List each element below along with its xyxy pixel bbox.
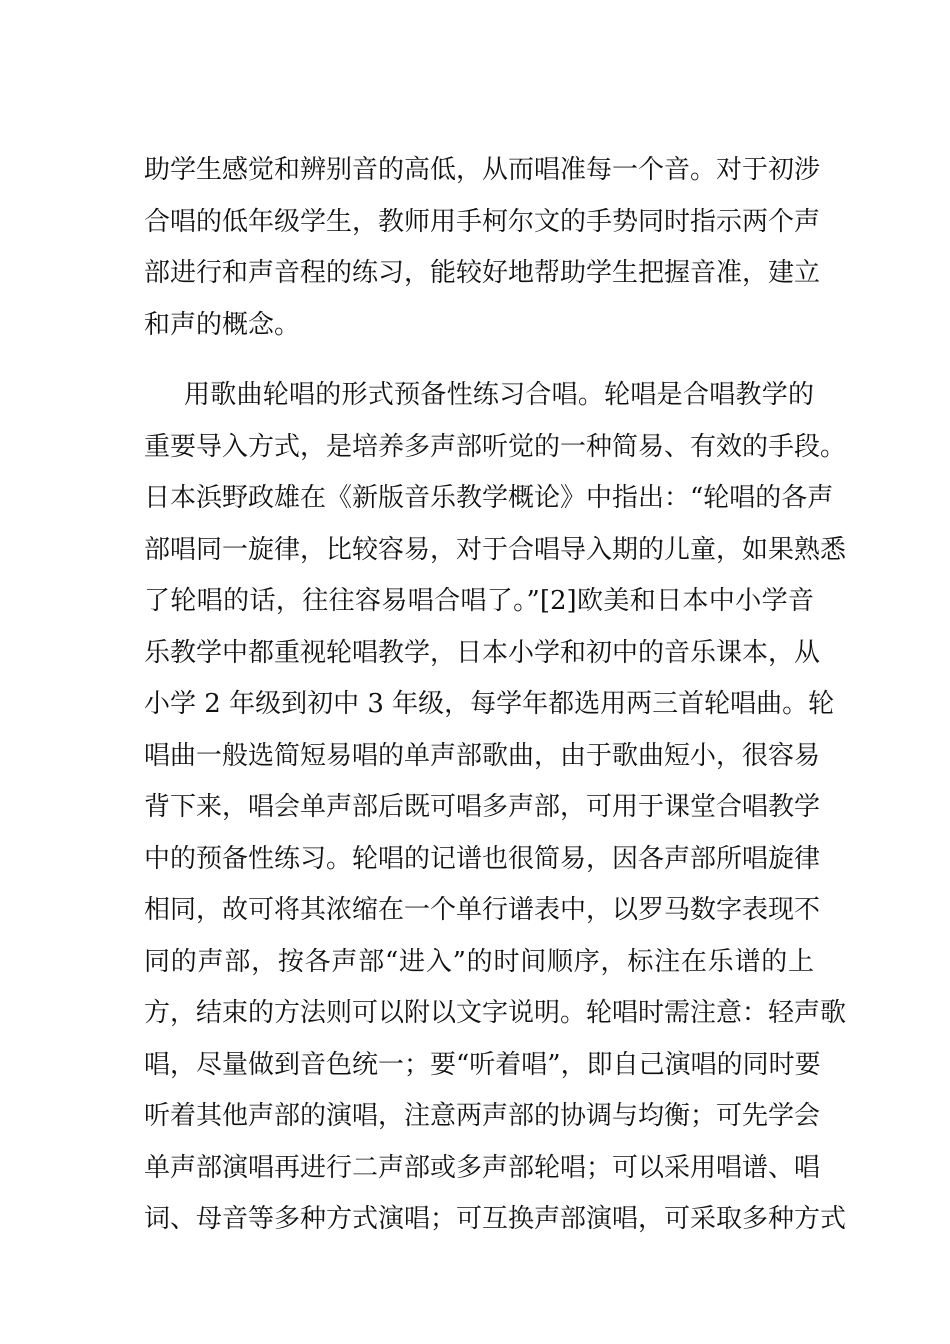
text-line: 合唱的低年级学生，教师用手柯尔文的手势同时指示两个声 — [144, 206, 821, 237]
text-line: 小学 2 年级到初中 3 年级，每学年都选用两三首轮唱曲。轮 — [144, 689, 835, 719]
text-line: 用歌曲轮唱的形式预备性练习合唱。轮唱是合唱教学的 — [184, 380, 814, 410]
text-line: 助学生感觉和辨别音的高低，从而唱准每一个音。对于初涉 — [144, 155, 821, 185]
text-line: 乐教学中都重视轮唱教学，日本小学和初中的音乐课本，从 — [144, 637, 821, 668]
text-line: 重要导入方式，是培养多声部听觉的一种简易、有效的手段。 — [144, 431, 847, 462]
text-line: 日本浜野政雄在《新版音乐教学概论》中指出：“轮唱的各声 — [144, 483, 834, 513]
text-line: 单声部演唱再进行二声部或多声部轮唱；可以采用唱谱、唱 — [144, 1152, 821, 1183]
text-line: 部唱同一旋律，比较容易，对于合唱导入期的儿童，如果熟悉 — [144, 534, 847, 565]
text-line: 听着其他声部的演唱，注意两声部的协调与均衡；可先学会 — [144, 1101, 821, 1131]
text-line: 词、母音等多种方式演唱；可互换声部演唱，可采取多种方式 — [144, 1204, 847, 1234]
paragraph-canon-singing — [144, 370, 847, 1246]
text-line: 相同，故可将其浓缩在一个单行谱表中，以罗马数字表现不 — [144, 895, 821, 925]
text-line: 部进行和声音程的练习，能较好地帮助学生把握音准，建立 — [144, 258, 821, 288]
text-line: 和声的概念。 — [144, 309, 301, 340]
paragraph-solfege-hand-signs — [144, 145, 821, 351]
text-line: 同的声部，按各声部“进入”的时间顺序，标注在乐谱的上 — [144, 946, 814, 977]
text-line: 中的预备性练习。轮唱的记谱也很简易，因各声部所唱旋律 — [144, 843, 821, 874]
text-line: 唱曲一般选简短易唱的单声部歌曲，由于歌曲短小，很容易 — [144, 740, 821, 771]
text-line: 背下来，唱会单声部后既可唱多声部，可用于课堂合唱教学 — [144, 792, 821, 822]
text-line: 了轮唱的话，往往容易唱合唱了。”[2]欧美和日本中小学音 — [144, 586, 814, 616]
text-line: 方，结束的方法则可以附以文字说明。轮唱时需注意：轻声歌 — [144, 998, 847, 1028]
text-line: 唱，尽量做到音色统一；要“听着唱”，即自己演唱的同时要 — [144, 1049, 821, 1080]
